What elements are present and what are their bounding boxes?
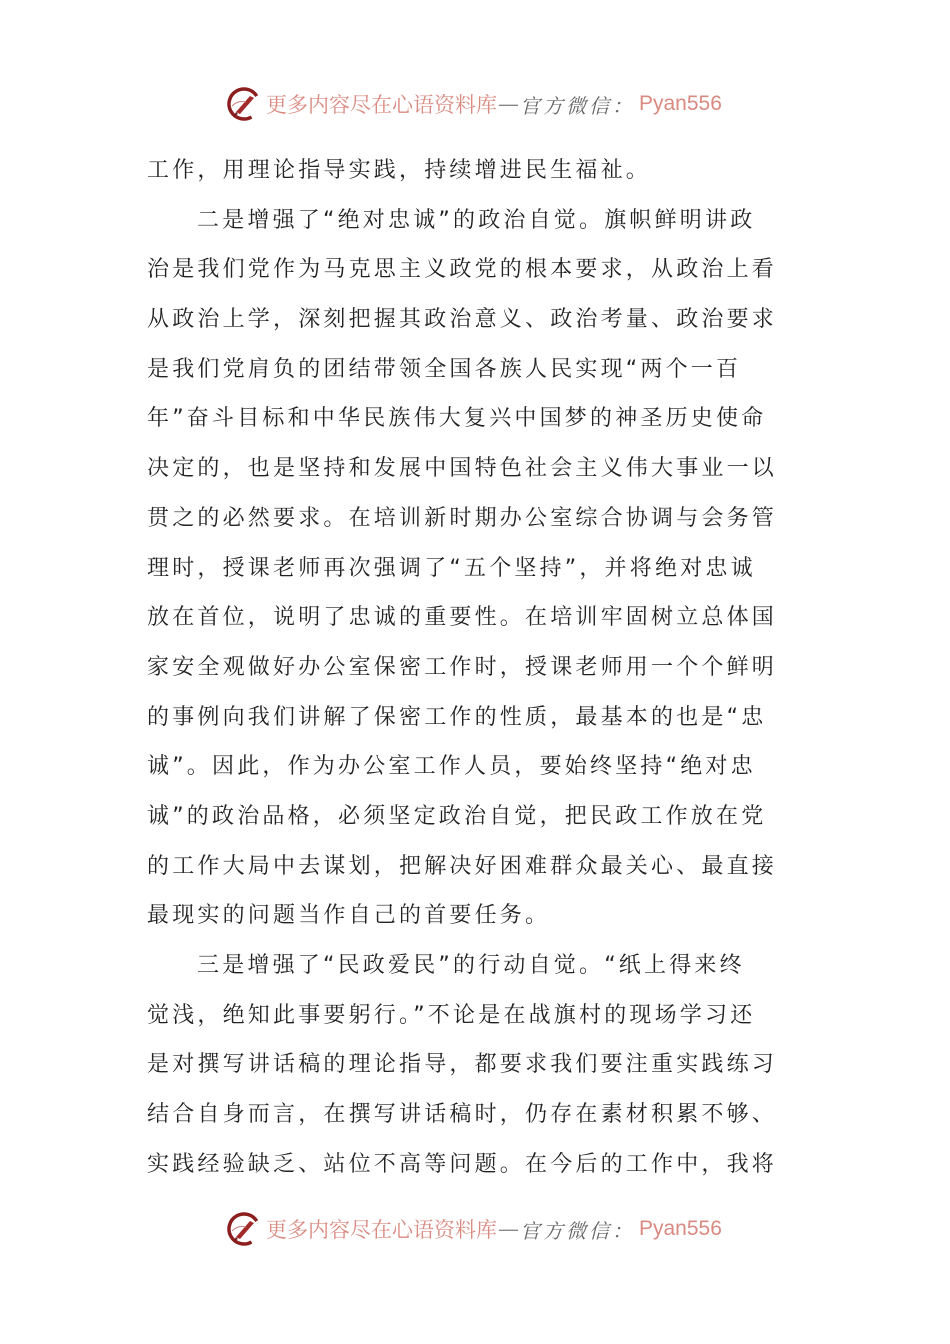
watermark-wechat-label: 官方微信： (520, 1218, 635, 1243)
watermark-wechat-id: Pyan556 (639, 92, 722, 115)
text-line: 是我们党肩负的团结带领全国各族人民实现“两个一百 (147, 356, 742, 382)
watermark-dash: — (498, 92, 519, 116)
text-line: 从政治上学，深刻把握其政治意义、政治考量、政治要求 (147, 307, 778, 333)
watermark-dash: — (498, 1217, 519, 1241)
text-line: 工作，用理论指导实践，持续增进民生福祉。 (147, 158, 652, 183)
watermark-text: 更多内容尽在心语资料库 (266, 1218, 497, 1242)
text-line: 决定的，也是坚持和发展中国特色社会主义伟大事业一以 (147, 456, 778, 482)
text-line: 实践经验缺乏、站位不高等问题。在今后的工作中，我将 (147, 1151, 778, 1177)
text-line: 诚”的政治品格，必须坚定政治自觉，把民政工作放在党 (147, 803, 767, 829)
text-line: 最现实的问题当作自己的首要任务。 (147, 903, 551, 929)
text-line: 年”奋斗目标和中华民族伟大复兴中国梦的神圣历史使命 (147, 406, 767, 432)
text-line: 是对撰写讲话稿的理论指导，都要求我们要注重实践练习 (147, 1052, 778, 1078)
text-line: 觉浅，绝知此事要躬行。”不论是在战旗村的现场学习还 (147, 1002, 756, 1028)
text-line: 理时，授课老师再次强调了“五个坚持”，并将绝对忠诚 (147, 555, 756, 581)
text-line: 结合自身而言，在撰写讲话稿时，仍存在素材积累不够、 (147, 1102, 778, 1128)
text-line: 诚”。因此，作为办公室工作人员，要始终坚持“绝对忠 (147, 754, 756, 780)
text-line: 三是增强了“民政爱民”的行动自觉。“纸上得来终 (197, 953, 745, 978)
text-line: 二是增强了“绝对忠诚”的政治自觉。旗帜鲜明讲政 (197, 207, 756, 233)
text-line: 贯之的必然要求。在培训新时期办公室综合协调与会务管 (147, 505, 778, 531)
quill-pen-logo-icon (226, 86, 262, 122)
text-line: 的事例向我们讲解了保密工作的性质，最基本的也是“忠 (147, 704, 767, 730)
text-line: 家安全观做好办公室保密工作时，授课老师用一个个鲜明 (147, 654, 778, 680)
quill-pen-logo-icon (226, 1211, 262, 1247)
watermark-wechat-id: Pyan556 (639, 1217, 722, 1240)
footer-watermark (226, 1209, 722, 1249)
text-line: 放在首位，说明了忠诚的重要性。在培训牢固树立总体国 (147, 605, 778, 631)
watermark-text: 更多内容尽在心语资料库 (266, 93, 497, 117)
text-line: 治是我们党作为马克思主义政党的根本要求，从政治上看 (147, 257, 778, 283)
watermark-wechat-label: 官方微信： (520, 93, 635, 118)
header-watermark (226, 84, 722, 124)
text-line: 的工作大局中去谋划，把解决好困难群众最关心、最直接 (147, 853, 778, 879)
document-body (147, 151, 807, 1194)
